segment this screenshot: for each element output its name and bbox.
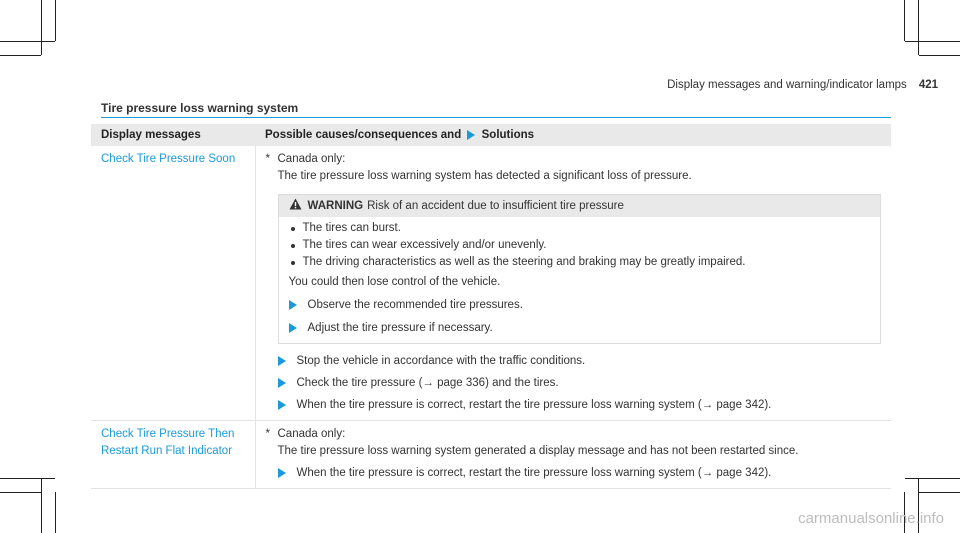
arrow-icon — [278, 378, 286, 388]
list-item: The driving characteristics as well as the steering and braking may be greatly impaired. — [289, 254, 871, 271]
col-header-causes: Possible causes/consequences and Solutions — [255, 124, 891, 146]
action-step: When the tire pressure is correct, restart the tire pressure loss warning system (→ page 342). — [266, 465, 882, 482]
warning-bar — [279, 195, 881, 217]
messages-table — [91, 124, 891, 489]
page-number: 421 — [918, 79, 938, 91]
watermark: carmanualsonline.info — [798, 510, 944, 527]
arrow-icon — [289, 300, 297, 310]
crop-mark — [905, 478, 960, 479]
crop-mark — [0, 478, 55, 479]
title-rule — [101, 117, 891, 118]
crop-mark — [0, 55, 41, 56]
col-header-display-messages: Display messages — [91, 124, 255, 146]
footnote-star: * — [265, 428, 270, 440]
section-title: Tire pressure loss warning system — [101, 101, 299, 115]
crop-mark — [0, 492, 41, 493]
action-step: Stop the vehicle in accordance with the traffic conditions. — [266, 353, 882, 370]
arrow-icon — [289, 323, 297, 333]
crop-mark — [55, 0, 56, 41]
action-step: Observe the recommended tire pressures. — [289, 297, 871, 314]
warning-title: WARNING — [307, 200, 364, 212]
action-step: When the tire pressure is correct, restart the tire pressure loss warning system (→ page 342). — [266, 397, 882, 414]
warning-text: Risk of an accident due to insufficient tire pressure — [367, 200, 624, 212]
table-row — [91, 146, 891, 421]
list-item: The tires can burst. — [289, 220, 871, 237]
page-header — [667, 79, 938, 91]
action-step: Adjust the tire pressure if necessary. — [289, 320, 871, 337]
crop-mark — [905, 41, 960, 42]
crop-mark — [0, 41, 55, 42]
solutions-cell: * Canada only: The tire pressure loss warning system generated a display message and has not been restarted since. When the tire pressure is correct, restart the tire pressure loss warning system (→ page 342). — [255, 421, 891, 489]
warning-box — [278, 194, 882, 344]
crop-mark — [918, 0, 919, 55]
arrow-icon — [278, 356, 286, 366]
table-header-row — [91, 124, 891, 146]
display-message: Check Tire Pressure Soon — [91, 146, 255, 421]
crop-mark — [41, 478, 42, 533]
arrow-icon — [278, 468, 286, 478]
action-step: Check the tire pressure (→ page 336) and the tires. — [266, 375, 882, 392]
list-item: The tires can wear excessively and/or unevenly. — [289, 237, 871, 254]
display-message: Check Tire Pressure Then Restart Run Flat Indicator — [91, 421, 255, 489]
table-row — [91, 421, 891, 489]
crop-mark — [919, 492, 960, 493]
arrow-icon — [278, 400, 286, 410]
warning-triangle-icon — [289, 198, 302, 210]
lose-control-text: You could then lose control of the vehicle. — [288, 276, 501, 288]
solutions-cell: * Canada only: The tire pressure loss warning system has detected a significant loss of pressure. WARNING Risk of an accident due to insufficient tire pressure The tires can burst. The tires can wear excessively and/or unevenly. The driving characteristics as well as the steering and braking may be greatly impaired. You could then lose control of the vehicle. Observe the recommended tire pressures. Adjust the tire pressure if necessary. Stop the vehicle in accordance with the traffic conditions. Check the tire pressure (→ page 336) and the tires. When the tire pressure is correct, restart the tire pressure loss warning system (→ page 342). — [255, 146, 891, 421]
crop-mark — [41, 0, 42, 55]
crop-mark — [55, 492, 56, 533]
crop-mark — [904, 0, 905, 41]
arrow-icon — [467, 130, 475, 140]
header-title: Display messages and warning/indicator lamps — [667, 79, 907, 91]
crop-mark — [919, 55, 960, 56]
footnote-star: * — [265, 153, 270, 165]
